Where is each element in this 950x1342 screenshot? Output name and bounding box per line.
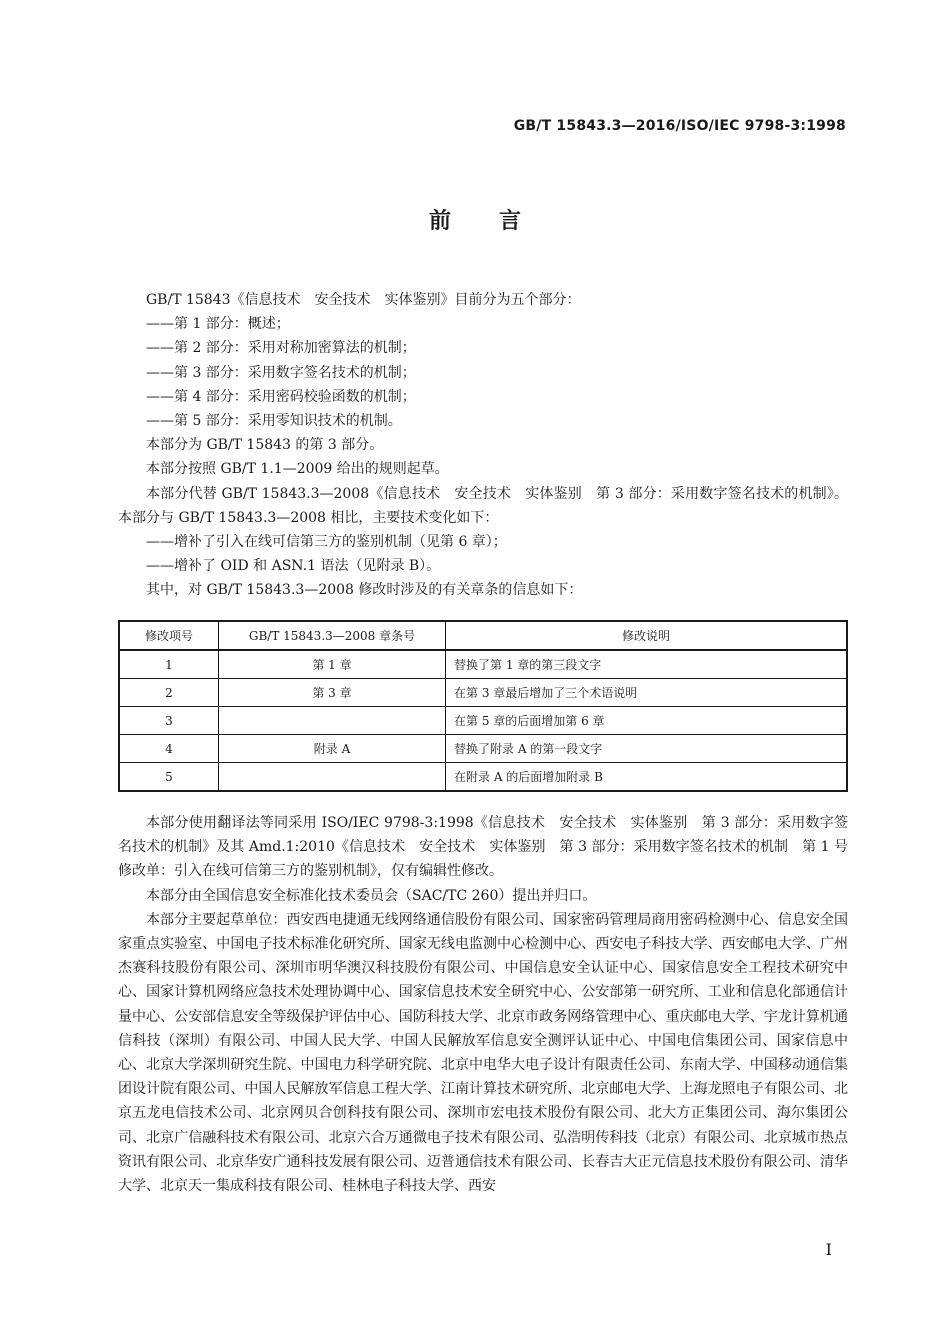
changes-table (118, 620, 848, 792)
table-intro: 其中，对 GB/T 15843.3—2008 修改时涉及的有关章条的信息如下： (146, 582, 583, 599)
table-row (119, 707, 847, 735)
row-description: 替换了第 1 章的第三段文字 (446, 650, 848, 679)
row-number: 5 (119, 763, 219, 792)
part-item: ——第 2 部分：采用对称加密算法的机制； (146, 340, 416, 357)
drafters-statement: 本部分主要起草单位：西安西电捷通无线网络通信股份有限公司、国家密码管理局商用密码检测中心、信息安全国家重点实验室、中国电子技术标准化研究所、国家无线电监测中心检测中心、西安电子科技大学、西安邮电大学、广州杰赛科技股份有限公司、深圳市明华澳汉科技股份有限公司、中国信息安全认证中心、国家信息安全工程技术研究中心、国家计算机网络应急技术处理协调中心、国家信息技术安全研究中心、公安部第一研究所、工业和信息化部通信计量中心、公安部信息安全等级保护评估中心、国防科技大学、北京市政务网络管理中心、重庆邮电大学、宇龙计算机通信科技（深圳）有限公司、中国人民大学、中国人民解放军信息安全测评认证中心、中国电信集团公司、国家信息中心、北京大学深圳研究生院、中国电力科学研究院、北京中电华大电子设计有限责任公司、东南大学、中国移动通信集团设计院有限公司、中国人民解放军信息工程大学、江南计算技术研究所、北京邮电大学、上海龙照电子有限公司、北京五龙电信技术公司、北京网贝合创科技有限公司、深圳市宏电技术股份有限公司、北大方正集团公司、海尔集团公司、北京广信融科技术有限公司、北京六合万通微电子技术有限公司、弘浩明传科技（北京）有限公司、北京城市热点资讯有限公司、北京华安广通科技发展有限公司、迈普通信技术有限公司、长春吉大正元信息技术股份有限公司、清华大学、北京天一集成科技有限公司、桂林电子科技大学、西安 (118, 911, 848, 1195)
table-header-row (119, 621, 847, 650)
part-item: ——第 4 部分：采用密码校验函数的机制； (146, 388, 416, 405)
foreword-intro (118, 288, 848, 603)
column-header: GB/T 15843.3—2008 章条号 (219, 621, 446, 650)
replaces-statement: 本部分代替 GB/T 15843.3—2008《信息技术 安全技术 实体鉴别 第 3 部分：采用数字签名技术的机制》。本部分与 GB/T 15843.3—2008 相比，主要技术变化如下： (118, 485, 848, 526)
table-row (119, 650, 847, 679)
row-description: 在第 5 章的后面增加第 6 章 (446, 707, 848, 735)
table-row (119, 763, 847, 792)
table-row (119, 735, 847, 763)
row-number: 4 (119, 735, 219, 763)
page-title: 前言 (428, 209, 569, 234)
page-number: I (825, 1240, 832, 1259)
this-part-statement: 本部分为 GB/T 15843 的第 3 部分。 (146, 437, 384, 454)
part-item: ——第 3 部分：采用数字签名技术的机制； (146, 364, 416, 381)
drafting-rule: 本部分按照 GB/T 1.1—2009 给出的规则起草。 (146, 461, 449, 478)
row-number: 2 (119, 679, 219, 707)
parts-intro: GB/T 15843《信息技术 安全技术 实体鉴别》目前分为五个部分： (146, 292, 581, 308)
row-clause: 第 3 章 (219, 679, 446, 707)
change-item: ——增补了 OID 和 ASN.1 语法（见附录 B）。 (146, 558, 441, 575)
row-clause: 附录 A (219, 735, 446, 763)
row-description: 在附录 A 的后面增加附录 B (446, 763, 848, 792)
row-number: 1 (119, 650, 219, 679)
row-number: 3 (119, 707, 219, 735)
part-item: ——第 5 部分：采用零知识技术的机制。 (146, 413, 402, 430)
change-item: ——增补了引入在线可信第三方的鉴别机制（见第 6 章）； (146, 534, 507, 551)
part-item: ——第 1 部分：概述； (146, 316, 290, 333)
proposer-statement: 本部分由全国信息安全标准化技术委员会（SAC/TC 260）提出并归口。 (146, 887, 597, 904)
row-description: 替换了附录 A 的第一段文字 (446, 735, 848, 763)
row-clause (219, 763, 446, 792)
table-row (119, 679, 847, 707)
column-header: 修改说明 (446, 621, 848, 650)
row-clause: 第 1 章 (219, 650, 446, 679)
standard-header: GB/T 15843.3—2016/ISO/IEC 9798-3:1998 (513, 118, 846, 134)
column-header: 修改项号 (119, 621, 219, 650)
adoption-statement: 本部分使用翻译法等同采用 ISO/IEC 9798-3:1998《信息技术 安全技术 实体鉴别 第 3 部分：采用数字签名技术的机制》及其 Amd.1:2010《信息技术 安全技术 实体鉴别 第 3 部分：采用数字签名技术的机制 第 1 号修改单：引入在线可信第三方的鉴别机制》，仅有编辑性修改。 (118, 815, 848, 880)
row-description: 在第 3 章最后增加了三个术语说明 (446, 679, 848, 707)
row-clause (219, 707, 446, 735)
foreword-closing (118, 811, 848, 1198)
